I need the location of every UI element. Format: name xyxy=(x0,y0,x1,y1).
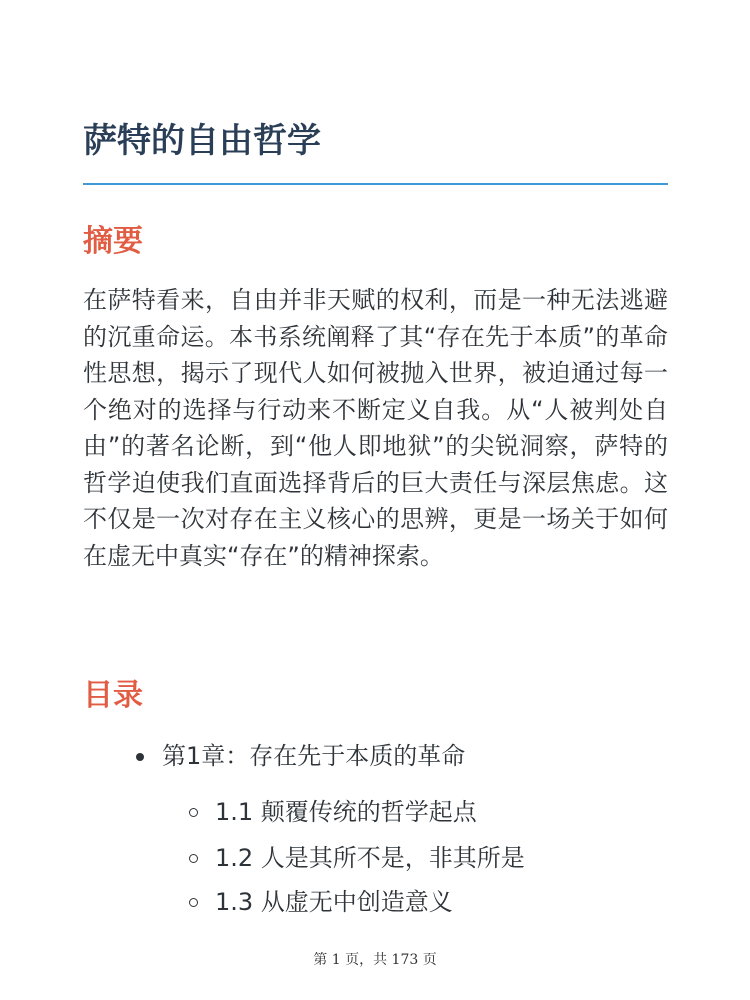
toc-section-label: 1.1 颠覆传统的哲学起点 xyxy=(215,798,477,826)
toc-heading: 目录 xyxy=(83,678,143,713)
toc-section-1-3[interactable] xyxy=(189,886,453,918)
title-divider xyxy=(83,183,668,185)
toc-chapter-label: 第1章：存在先于本质的革命 xyxy=(162,742,466,770)
page-number-footer: 第 1 页，共 173 页 xyxy=(313,952,437,968)
toc-chapter-1[interactable] xyxy=(136,740,465,772)
bullet-circle-icon xyxy=(189,898,198,907)
bullet-circle-icon xyxy=(189,808,198,817)
abstract-heading: 摘要 xyxy=(83,224,143,259)
bullet-circle-icon xyxy=(189,854,198,863)
book-title: 萨特的自由哲学 xyxy=(83,121,321,161)
toc-section-label: 1.2 人是其所不是，非其所是 xyxy=(215,844,525,872)
bullet-disc-icon xyxy=(136,753,144,761)
toc-section-label: 1.3 从虚无中创造意义 xyxy=(215,888,453,916)
document-page xyxy=(83,0,668,1000)
toc-section-1-2[interactable] xyxy=(189,842,525,874)
abstract-paragraph: 在萨特看来，自由并非天赋的权利，而是一种无法逃避的沉重命运。本书系统阐释了其“存在先于本质”的革命性思想，揭示了现代人如何被抛入世界，被迫通过每一个绝对的选择与行动来不断定义自我。从“人被判处自由”的著名论断，到“他人即地狱”的尖锐洞察，萨特的哲学迫使我们直面选择背后的巨大责任与深层焦虑。这不仅是一次对存在主义核心的思辨，更是一场关于如何在虚无中真实“存在”的精神探索。 xyxy=(83,286,668,570)
toc-section-1-1[interactable] xyxy=(189,796,477,828)
